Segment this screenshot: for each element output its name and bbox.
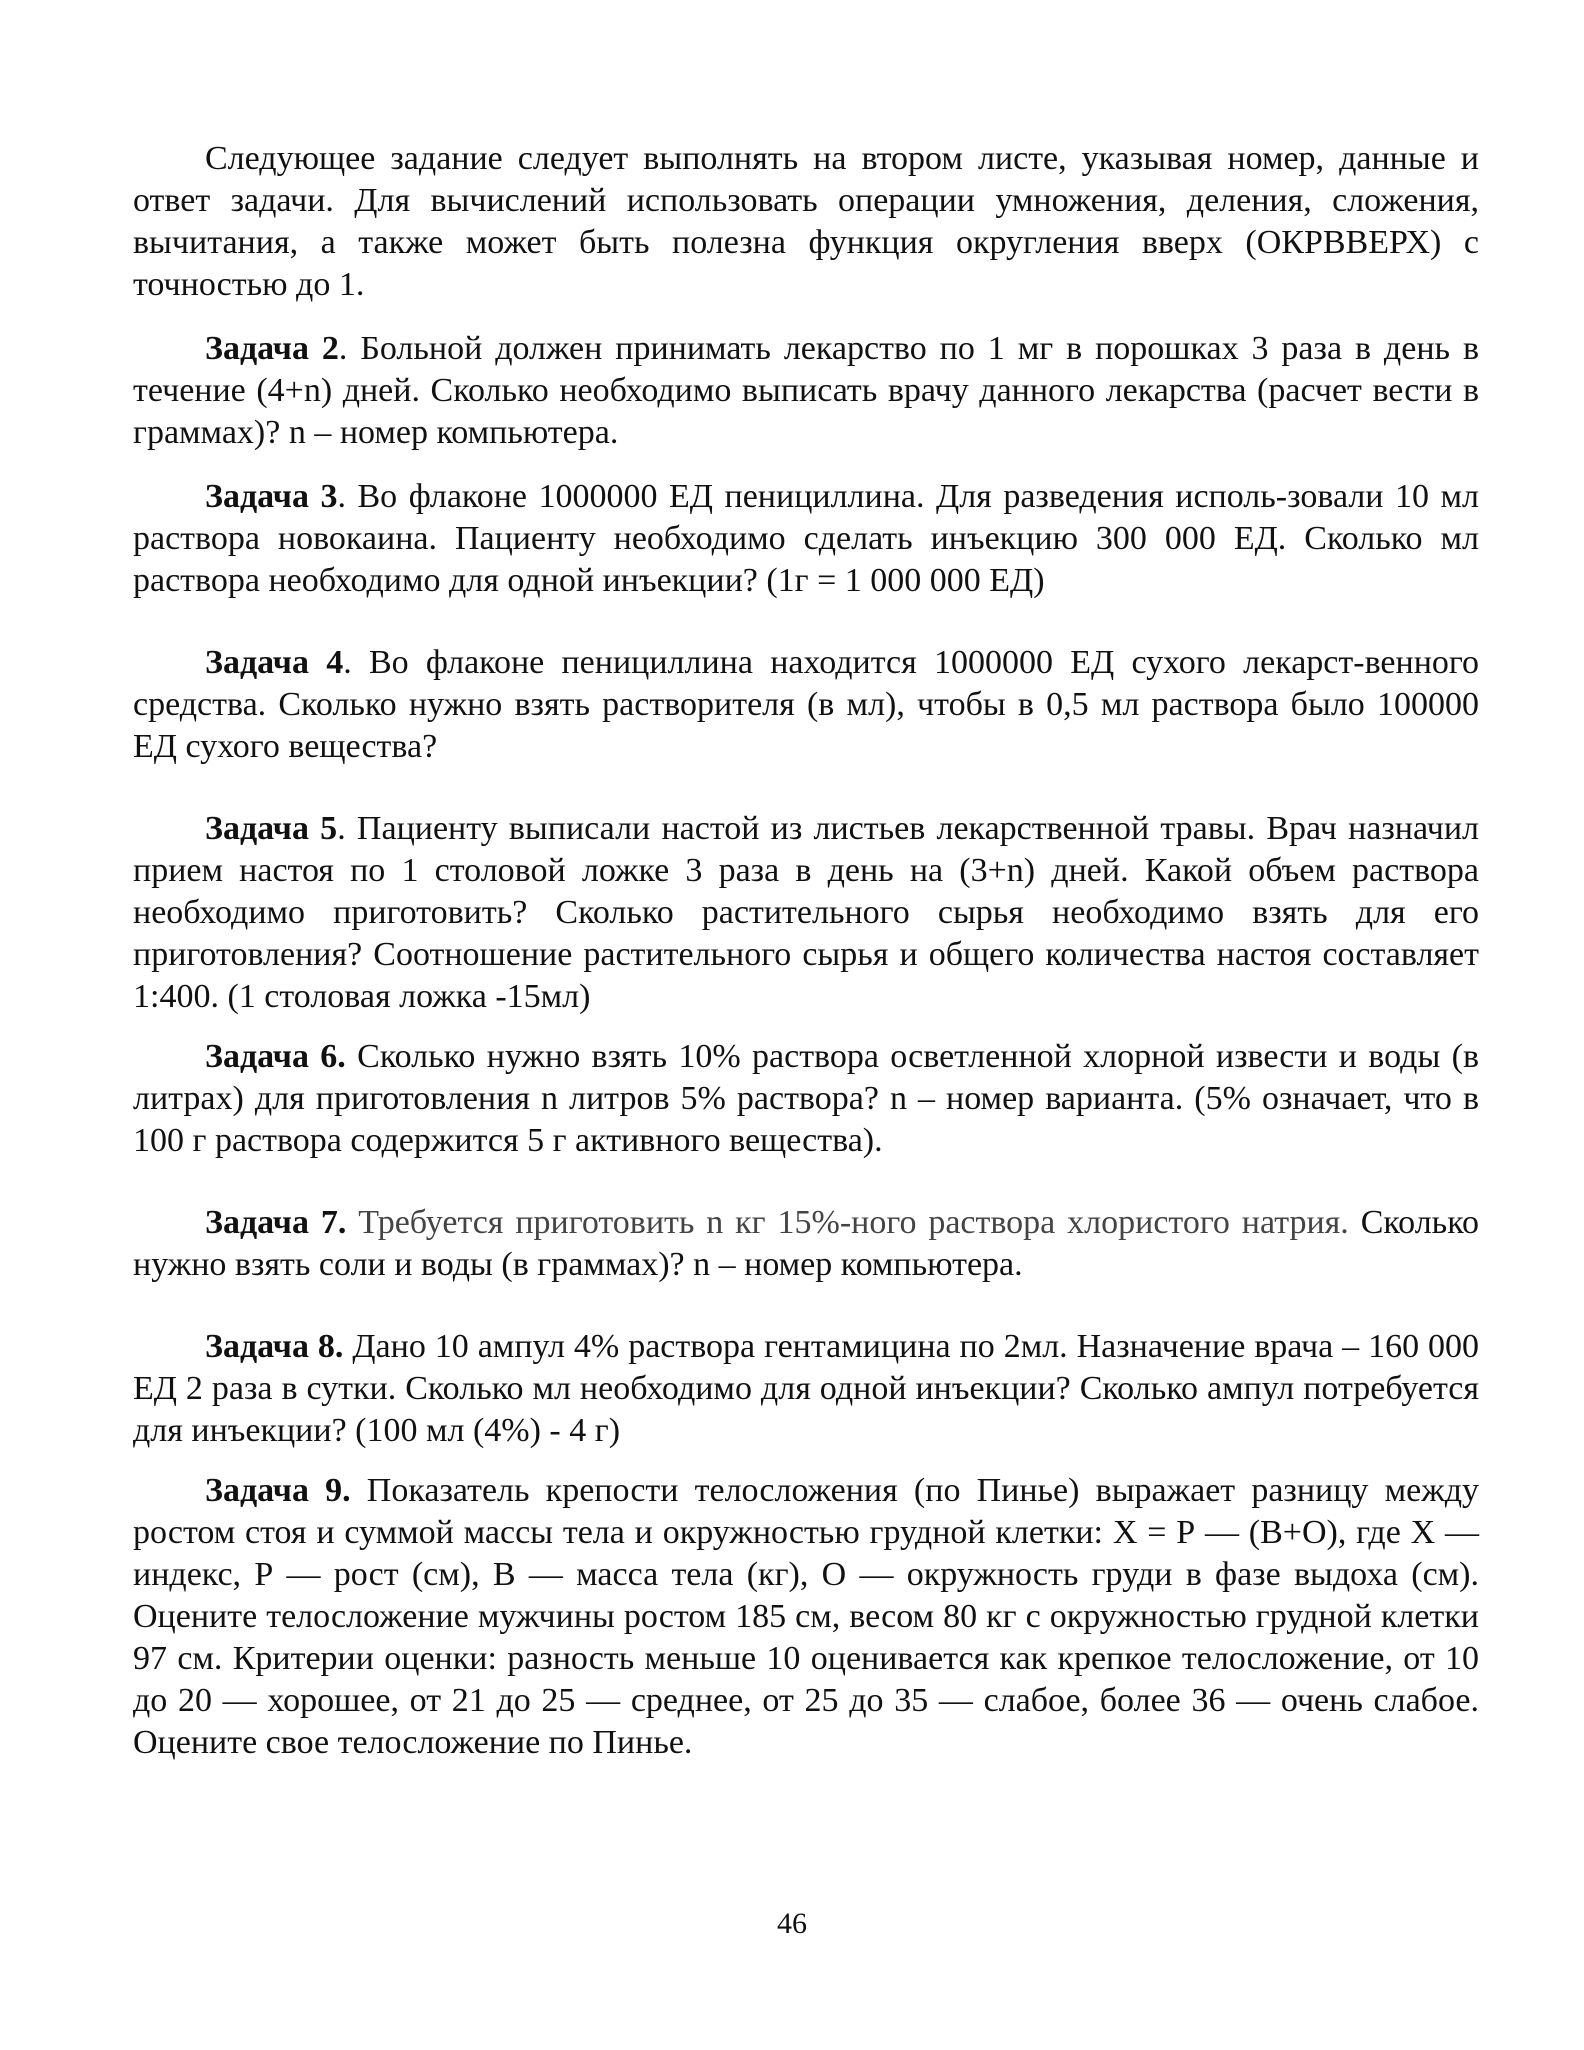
task-9 — [133, 1470, 1479, 1764]
task-2-title: Задача 2 — [205, 330, 339, 367]
task-6-title: Задача 6. — [205, 1038, 346, 1075]
task-8-text: Дано 10 ампул 4% раствора гентамицина по 2мл. Назначение врача – 160 000 ЕД 2 раза в сутки. Сколько мл необходимо для одной инъекции? Сколько ампул потребуется для инъекции? (100 мл (4%) - 4 г) — [133, 1328, 1480, 1449]
task-6 — [133, 1036, 1479, 1162]
page-number: 46 — [777, 1907, 807, 1940]
task-2-text: Больной должен принимать лекарство по 1 мг в порошках 3 раза в день в течение (4+n) дней. Сколько необходимо выписать врачу данного лекарства (расчет вести в граммах)? n – номер компьютера. — [133, 330, 1480, 451]
task-7-text-b: Сколько нужно взять соли и воды (в граммах)? n – номер компьютера. — [133, 1204, 1479, 1283]
task-3-title: Задача 3 — [205, 478, 338, 515]
task-3: Задача 3. Во флаконе 1000000 ЕД пенициллина. Для разведения исполь-зовали 10 мл раствора новокаина. Пациенту необходимо сделать инъекцию 300 000 ЕД. Сколько мл раствора необходимо для одной инъекции? (1г = 1 000 000 ЕД) — [133, 478, 1480, 599]
task-7-text-a: Требуется приготовить n кг 15%-ного раствора хлористого натрия. — [358, 1204, 1349, 1241]
task-4-text: Во флаконе пенициллина находится 1000000 ЕД сухого лекарст-венного средства. Сколько нужно взять растворителя (в мл), чтобы в 0,5 мл раствора было 100000 ЕД сухого вещества? — [133, 644, 1480, 765]
task-7-title: Задача 7. — [205, 1204, 347, 1241]
task-2: Задача 2. Больной должен принимать лекарство по 1 мг в порошках 3 раза в день в течение (4+n) дней. Сколько необходимо выписать врачу данного лекарства (расчет вести в граммах)? n – номер компьютера. — [133, 330, 1480, 451]
task-8 — [133, 1326, 1479, 1452]
intro-paragraph: Следующее задание следует выполнять на втором листе, указывая номер, данные и ответ задачи. Для вычислений использовать операции умножения, деления, сложения, вычитания, а также может быть полезна функция округления вверх (ОКРВВЕРХ) с точностью до 1. — [133, 140, 1479, 303]
task-8-title: Задача 8. — [205, 1328, 344, 1365]
task-5: Задача 5. Пациенту выписали настой из листьев лекарственной травы. Врач назначил прием настоя по 1 столовой ложке 3 раза в день на (3+n) дней. Какой объем раствора необходимо приготовить? Сколько растительного сырья необходимо взять для его приготовления? Соотношение растительного сырья и общего количества настоя составляет 1:400. (1 столовая ложка -15мл) — [133, 810, 1479, 1015]
task-9-text: Показатель крепости телосложения (по Пинье) выражает разницу между ростом стоя и суммой массы тела и окружностью грудной клетки: X = Р — (В+О), где X — индекс, Р — рост (см), В — масса тела (кг), О — окружность груди в фазе выдоха (см). Оцените телосложение мужчины ростом 185 см, весом 80 кг с окружностью грудной клетки 97 см. Критерии оценки: разность меньше 10 оценивается как крепкое телосложение, от 10 до 20 — хорошее, от 21 до 25 — среднее, от 25 до 35 — слабое, более 36 — очень слабое. Оцените свое телосложение по Пинье. — [133, 1472, 1479, 1761]
task-6-text: Сколько нужно взять 10% раствора осветленной хлорной извести и воды (в литрах) для приготовления n литров 5% раствора? n – номер варианта. (5% означает, что в 100 г раствора содержится 5 г активного вещества). — [133, 1038, 1479, 1159]
document-page — [133, 138, 1479, 1764]
task-5-title: Задача 5 — [205, 810, 338, 847]
task-7 — [133, 1202, 1479, 1286]
task-4-title: Задача 4 — [205, 644, 344, 681]
task-4: Задача 4. Во флаконе пенициллина находится 1000000 ЕД сухого лекарст-венного средства. Сколько нужно взять растворителя (в мл), чтобы в 0,5 мл раствора было 100000 ЕД сухого вещества? — [133, 644, 1480, 765]
task-9-title: Задача 9. — [205, 1472, 351, 1509]
task-5-text: Пациенту выписали настой из листьев лекарственной травы. Врач назначил прием настоя по 1 столовой ложке 3 раза в день на (3+n) дней. Какой объем раствора необходимо приготовить? Сколько растительного сырья необходимо взять для его приготовления? Соотношение растительного сырья и общего количества настоя составляет 1:400. (1 столовая ложка -15мл) — [133, 810, 1479, 1015]
task-3-text: Во флаконе 1000000 ЕД пенициллина. Для разведения исполь-зовали 10 мл раствора новокаина. Пациенту необходимо сделать инъекцию 300 000 ЕД. Сколько мл раствора необходимо для одной инъекции? (1г = 1 000 000 ЕД) — [133, 478, 1480, 599]
